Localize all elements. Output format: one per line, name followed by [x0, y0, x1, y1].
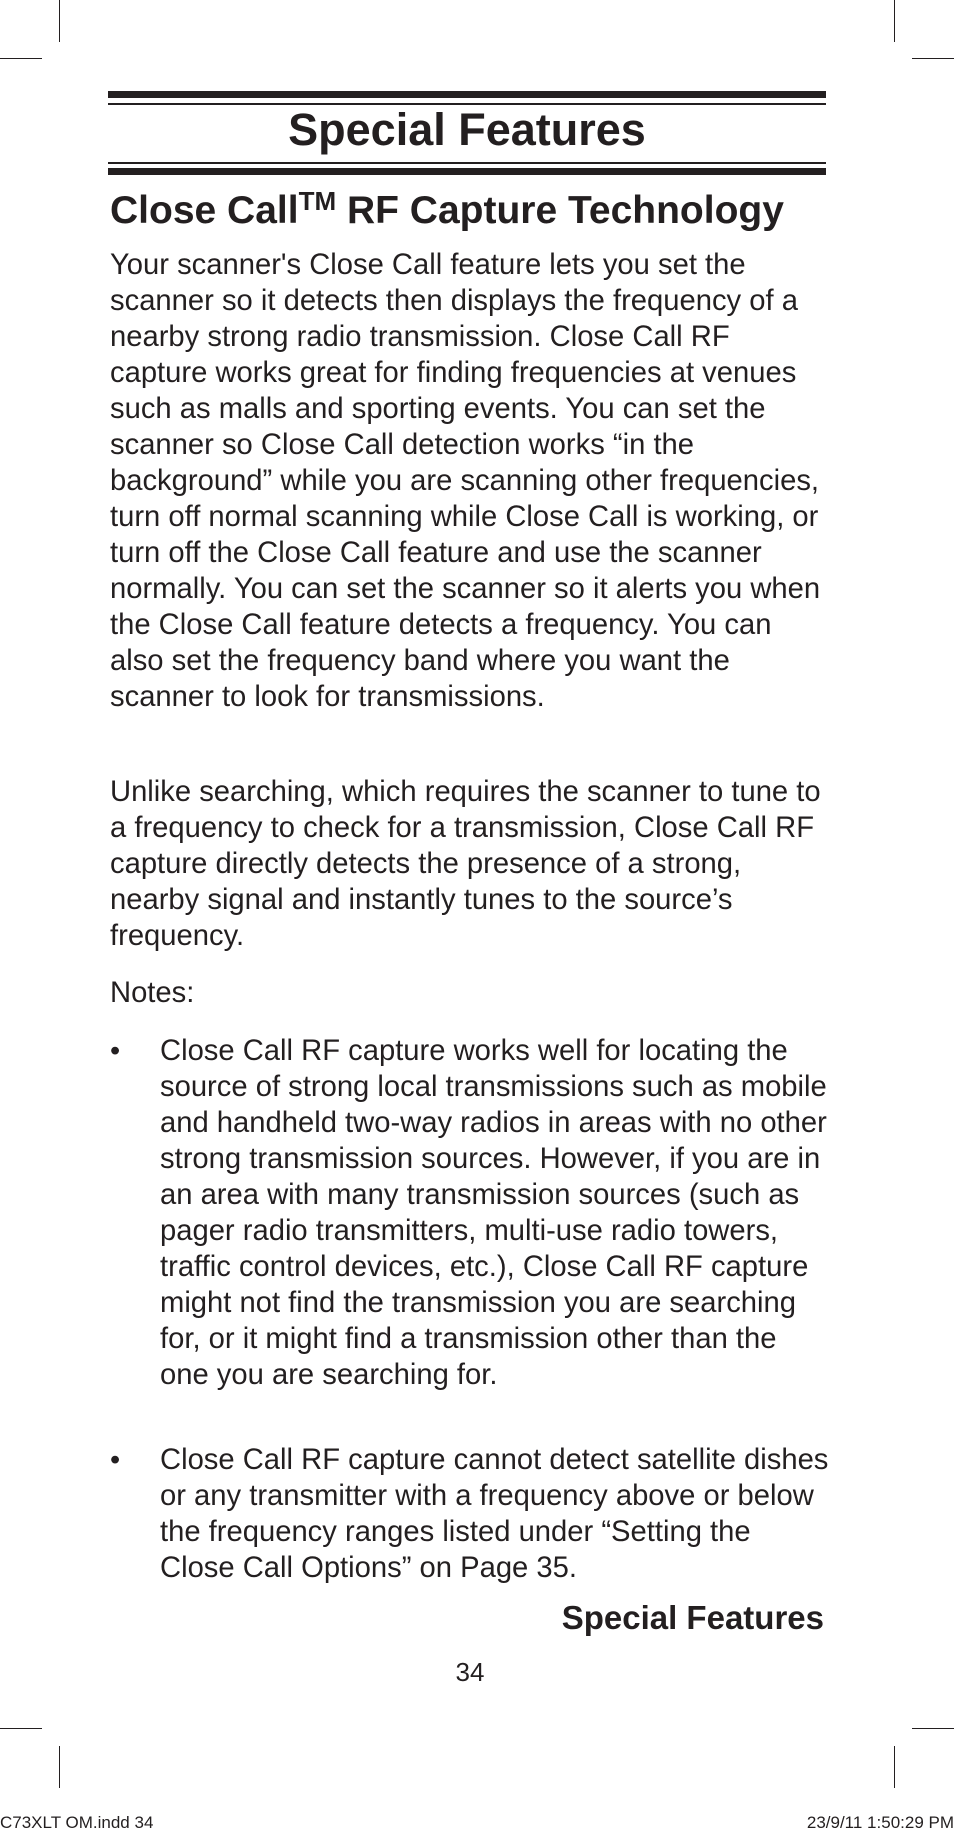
header-rule-bottom-thick [108, 168, 826, 175]
section-title: Special Features [288, 104, 646, 155]
subheading-main: Close Call [110, 189, 299, 232]
bullet-icon: • [110, 1035, 121, 1067]
crop-mark [912, 1728, 954, 1729]
header-rule-bottom-thin [108, 162, 826, 164]
notes-label: Notes: [110, 977, 195, 1009]
subheading-rest: RF Capture Technology [336, 189, 784, 232]
paragraph-comparison: Unlike searching, which requires the scanner to tune to a frequency to check for a transmission, Close Call RF capture directly detects the presence of a strong, nearby signal and instantly tunes to the source’s frequency. [110, 776, 821, 952]
crop-mark [894, 1746, 895, 1788]
crop-mark [0, 1728, 42, 1729]
note-text: Close Call RF capture works well for locating the source of strong local transmissions such as mobile and handheld two-way radios in areas with no other strong transmission sources. However, if you are in an area with many transmission sources (such as pager radio transmitters, multi-use radio towers, traffic control devices, etc.), Close Call RF capture might not find the transmission you are searching for, or it might find a transmission other than the one you are searching for. [160, 1035, 827, 1391]
page-number: 34 [455, 1657, 485, 1687]
note-text: Close Call RF capture cannot detect satellite dishes or any transmitter with a frequency above or below the frequency ranges listed under “Setting the Close Call Options” on Page 35. [160, 1444, 829, 1584]
footer-section-title: Special Features [561, 1599, 824, 1636]
crop-mark [59, 1746, 60, 1788]
crop-mark [912, 58, 954, 59]
subheading [110, 186, 784, 236]
crop-mark [0, 58, 42, 59]
slug-timestamp: 23/9/11 1:50:29 PM [806, 1813, 954, 1832]
paragraph-intro: Your scanner's Close Call feature lets you set the scanner so it detects then displays the frequency of a nearby strong radio transmission. Close Call RF capture works great for finding frequencies at venues such as malls and sporting events. You can set the scanner so Close Call detection works “in the background” while you are scanning other frequencies, turn off normal scanning while Close Call is working, or turn off the Close Call feature and use the scanner normally. You can set the scanner so it alerts you when the Close Call feature detects a frequency. You can also set the frequency band where you want the scanner to look for transmissions. [110, 249, 821, 713]
header-rule-top-thick [108, 91, 826, 98]
trademark-superscript: TM [298, 186, 337, 216]
slug-file-info: C73XLT OM.indd 34 [0, 1813, 154, 1832]
bullet-icon: • [110, 1444, 121, 1476]
crop-mark [894, 0, 895, 42]
crop-mark [59, 0, 60, 42]
